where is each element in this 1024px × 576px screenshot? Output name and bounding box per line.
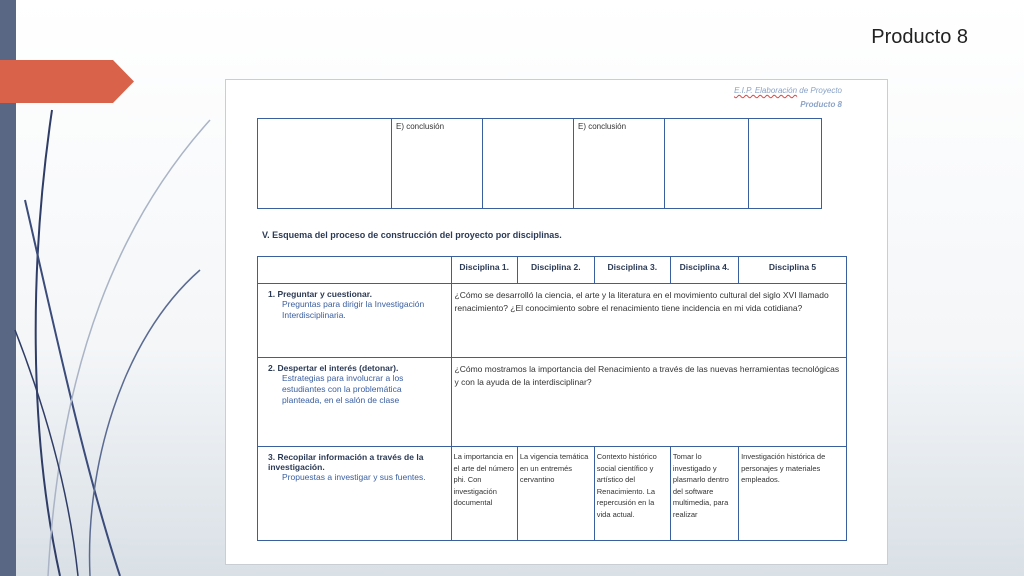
section-heading: V. Esquema del proceso de construcción del proyecto por disciplinas. [262, 230, 562, 240]
row-title-1: 1. Preguntar y cuestionar. [268, 289, 372, 299]
row-content-1: ¿Cómo se desarrolló la ciencia, el arte y la literatura en el movimiento cultural del siglo XVI llamado renacimiento? ¿El conocimiento sobre el renacimiento tiene incidencia en mi vida cotidiana? [451, 284, 846, 358]
research-cell-2: La vigencia temática en un entremés cervantino [517, 447, 594, 541]
top-cell-1 [258, 119, 392, 209]
research-cell-1: La importancia en el arte del número phi. Con investigación documental [451, 447, 517, 541]
top-cell-3 [483, 119, 574, 209]
document-image [225, 79, 888, 565]
row-label-2 [258, 358, 452, 447]
accent-arrow-tab [0, 60, 134, 103]
top-cell-6 [749, 119, 822, 209]
row-label-1 [258, 284, 452, 358]
col-header-3: Disciplina 3. [594, 257, 670, 284]
top-cell-2: E) conclusión [392, 119, 483, 209]
col-header-2: Disciplina 2. [517, 257, 594, 284]
row-subtitle-3: Propuestas a investigar y sus fuentes. [282, 472, 426, 482]
row-subtitle-1: Preguntas para dirigir la Investigación Interdisciplinaria. [282, 299, 425, 320]
slide-title: Producto 8 [871, 26, 968, 48]
research-cell-3: Contexto histórico social científico y artístico del Renacimiento. La repercusión en la vida actual. [594, 447, 670, 541]
col-header-1: Disciplina 1. [451, 257, 517, 284]
top-cell-4: E) conclusión [574, 119, 665, 209]
header-empty-cell [258, 257, 452, 284]
col-header-5: Disciplina 5 [739, 257, 847, 284]
research-cell-5: Investigación histórica de personajes y materiales empleados. [739, 447, 847, 541]
row-title-3: 3. Recopilar información a través de la investigación. [268, 452, 424, 472]
row-subtitle-2: Estrategias para involucrar a los estudiantes con la problemática planteada, en el salón de clase [282, 373, 404, 405]
research-cell-4: Tomar lo investigado y plasmarlo dentro del software multimedia, para realizar [670, 447, 738, 541]
document-subheader: Producto 8 [800, 100, 842, 109]
row-label-3 [258, 447, 452, 541]
disciplines-table [257, 256, 847, 541]
document-header: E.I.P. Elaboración de Proyecto [734, 86, 842, 95]
top-table [257, 118, 822, 209]
top-cell-5 [665, 119, 749, 209]
row-content-2: ¿Cómo mostramos la importancia del Renacimiento a través de las nuevas herramientas tecnológicas y con la ayuda de la interdisciplinar? [451, 358, 846, 447]
col-header-4: Disciplina 4. [670, 257, 738, 284]
row-title-2: 2. Despertar el interés (detonar). [268, 363, 399, 373]
